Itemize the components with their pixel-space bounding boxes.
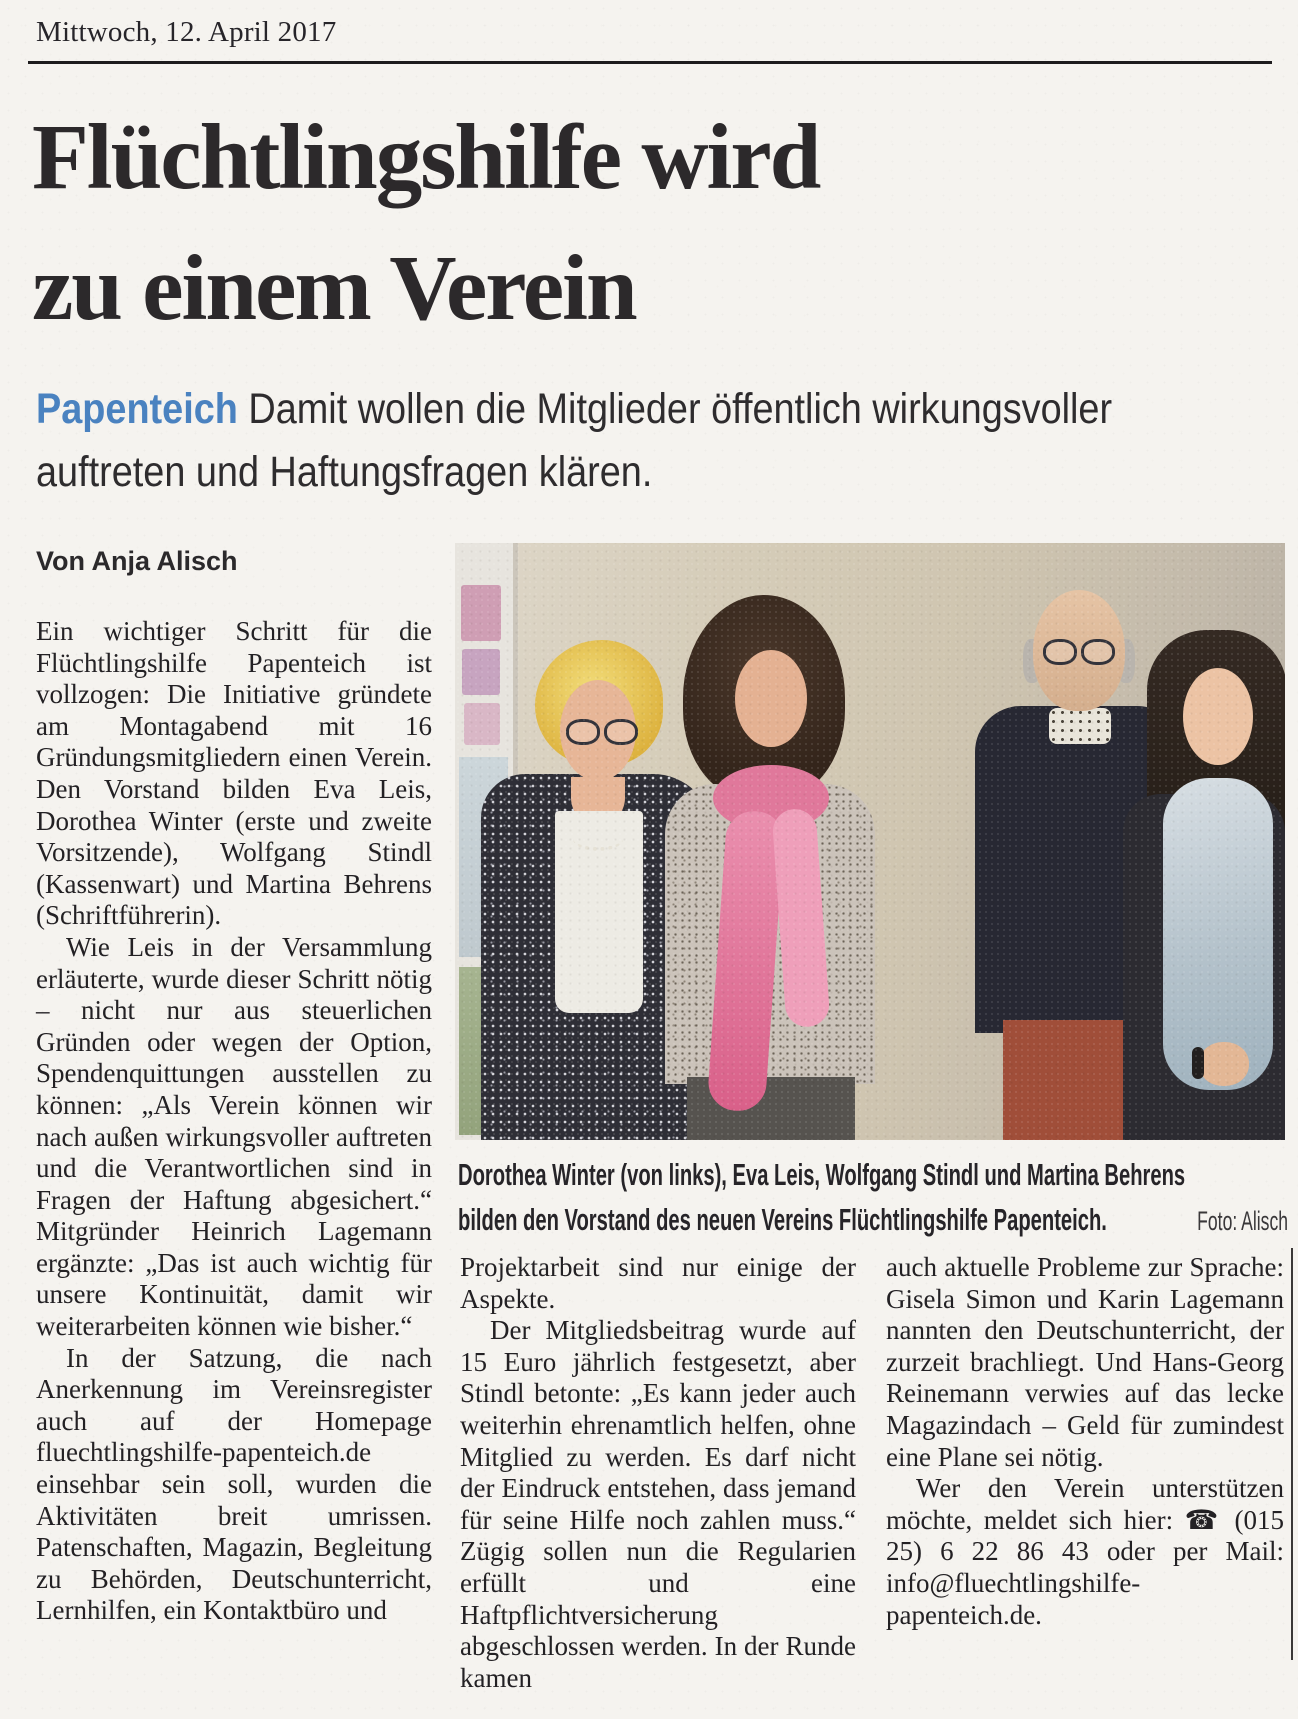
headline-line-1: Flüchtlingshilfe wird	[32, 106, 820, 209]
photo-caption	[458, 1152, 1288, 1244]
paragraph: Projektarbeit sind nur einige der Aspekte.	[460, 1252, 856, 1314]
glasses-lens	[566, 719, 600, 745]
paragraph: Wer den Verein unterstützen möchte, meldet sich hier: ☎ (015 25) 6 22 86 43 oder per Mail: info@fluechtlingshilfe-papenteich.de.	[886, 1473, 1284, 1630]
paragraph: Wie Leis in der Versammlung erläuterte, wurde dieser Schritt nötig – nicht nur aus steuerlichen Gründen oder wegen der Option, Spendenquittungen ausstellen zu können: „Als Verein können wir nach außen wirkungsvoller auftreten und die Verantwortlichen sind in Fragen der Haftung abgesichert.“ Mitgründer Heinrich Lagemann ergänzte: „Das ist auch wichtig für unsere Kontinuität, damit wir weiterarbeiten können wie bisher.“	[36, 931, 432, 1342]
byline: Von Anja Alisch	[36, 546, 238, 576]
paragraph: Ein wichtiger Schritt für die Flüchtlingshilfe Papenteich ist vollzogen: Die Initiative gründete am Montagabend mit 16 Gründungsmitgliedern einen Verein. Den Vorstand bilden Eva Leis, Dorothea Winter (erste und zweite Vorsitzende), Wolfgang Stindl (Kassenwart) und Martina Behrens (Schriftführerin).	[36, 616, 432, 931]
column-divider	[1291, 1248, 1293, 1660]
article-column-1	[36, 616, 432, 1627]
clasped-hands	[1199, 1042, 1249, 1086]
photo-credit: Foto: Alisch	[1197, 1206, 1289, 1236]
subhead	[36, 378, 1259, 504]
article-column-2	[460, 1252, 856, 1694]
paragraph: Der Mitgliedsbeitrag wurde auf 15 Euro jährlich festgesetzt, aber Stindl betonte: „Es kann jeder auch weiterhin ehrenamtlich helfen, ohne Mitglied zu werden. Es darf nicht der Eindruck entstehen, dass jemand für seine Hilfe noch zahlen muss.“ Zügig sollen nun die Regularien erfüllt und eine Haftpflichtversicherung abgeschlossen werden. In der Runde kamen	[460, 1315, 856, 1693]
kicker-papenteich: Papenteich	[36, 385, 238, 433]
shirt-collar	[1049, 708, 1111, 744]
glasses-lens	[1081, 639, 1115, 665]
glasses-lens	[604, 719, 638, 745]
glasses-lens	[1043, 639, 1077, 665]
dateline: Mittwoch, 12. April 2017	[36, 16, 337, 48]
face	[735, 650, 807, 747]
top-rule	[28, 61, 1272, 64]
group-photo	[455, 543, 1285, 1140]
paragraph: auch aktuelle Probleme zur Sprache: Gisela Simon und Karin Lagemann nannten den Deutschunterricht, der zurzeit brachliegt. Und Hans-Georg Reinemann verwies auf das lecke Magazindach – Geld für zumindest eine Plane sei nötig.	[886, 1252, 1284, 1472]
caption-line-2	[458, 1197, 1288, 1244]
caption-line-1: Dorothea Winter (von links), Eva Leis, Wolfgang Stindl und Martina Behrens	[458, 1157, 1186, 1192]
pearl-necklace	[573, 827, 623, 851]
pinboard-note	[461, 585, 501, 641]
headline-line-2: zu einem Verein	[32, 237, 636, 340]
pinboard-note	[462, 649, 500, 695]
face	[1183, 668, 1253, 765]
headline	[32, 92, 1272, 354]
caption-line-2-text: bilden den Vorstand des neuen Vereins Flüchtlingshilfe Papenteich.	[458, 1202, 1107, 1237]
article-column-3	[886, 1252, 1284, 1631]
wrist-band	[1192, 1047, 1204, 1079]
paragraph: In der Satzung, die nach Anerkennung im Vereinsregister auch auf der Homepage fluechtlingshilfe-papenteich.de einsehbar sein soll, wurden die Aktivitäten breit umrissen. Patenschaften, Magazin, Begleitung zu Behörden, Deutschunterricht, Lernhilfen, ein Kontaktbüro und	[36, 1342, 432, 1626]
pinboard-note	[464, 703, 500, 745]
subhead-text: Damit wollen die Mitglieder öffentlich wirkungsvoller auftreten und Haftungsfragen klären.	[36, 385, 1113, 496]
